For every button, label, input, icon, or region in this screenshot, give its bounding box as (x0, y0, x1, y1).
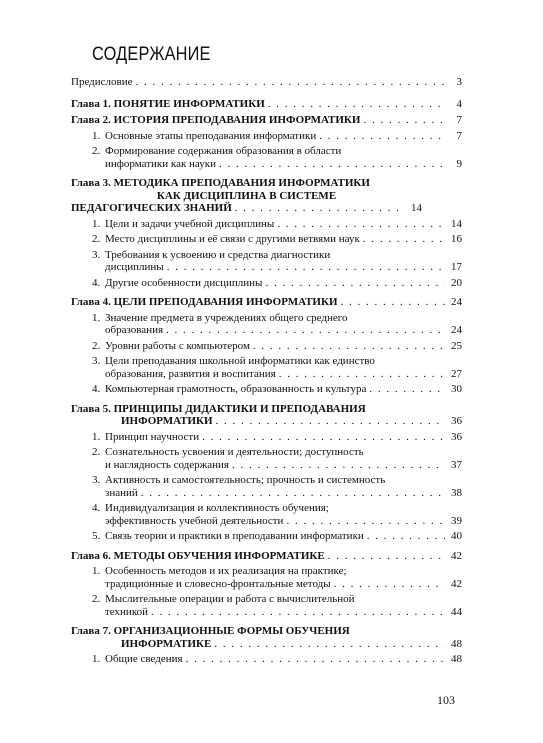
leader-dots (166, 324, 445, 337)
section-number: 2. (92, 145, 101, 157)
section-title: Связь теории и практики в преподавании информатики (105, 530, 364, 542)
page-number: 40 (451, 530, 462, 542)
section-line (105, 487, 462, 500)
page-number: 4 (456, 97, 462, 110)
section-number: 4. (92, 276, 101, 289)
leader-dots (363, 233, 445, 246)
section-body (92, 431, 462, 444)
section-line (105, 218, 462, 231)
chapter-title: Глава 1. ПОНЯТИЕ ИНФОРМАТИКИ (71, 97, 265, 110)
toc-section (71, 593, 462, 618)
section-line (105, 277, 462, 290)
section-title: информатики как науки (105, 157, 216, 170)
toc-section (71, 383, 462, 396)
section-line (105, 578, 462, 591)
page-number: 42 (451, 577, 462, 590)
section-title: Цели и задачи учебной дисциплины (105, 217, 275, 230)
section-line (105, 606, 462, 619)
section-body (92, 312, 462, 337)
section-number: 2. (92, 233, 101, 245)
page-number: 38 (451, 486, 462, 499)
section-number: 2. (92, 339, 101, 352)
section-title: Другие особенности дисциплины (105, 276, 263, 289)
chapter-line (71, 638, 462, 651)
page-number: 48 (451, 653, 462, 665)
toc-chapter (71, 550, 462, 563)
toc-section (71, 502, 462, 527)
toc-section (71, 530, 462, 543)
section-title: Основные этапы преподавания информатики (105, 129, 317, 142)
page-number: 3 (456, 76, 462, 88)
page-number: 16 (451, 233, 462, 245)
section-number: 3. (92, 355, 101, 367)
leader-dots (319, 130, 445, 143)
chapter-title: Глава 4. ЦЕЛИ ПРЕПОДАВАНИЯ ИНФОРМАТИКИ (71, 296, 338, 308)
section-body (92, 340, 462, 353)
toc-entry-preface (71, 76, 462, 89)
toc-chapter (71, 403, 462, 428)
chapter-title: ПЕДАГОГИЧЕСКИХ ЗНАНИЙ (71, 202, 232, 214)
page-number: 20 (451, 276, 462, 289)
page-number: 30 (451, 383, 462, 395)
leader-dots (202, 431, 445, 444)
toc-chapter (71, 296, 462, 309)
section-number: 2. (92, 593, 101, 605)
toc-chapter (71, 625, 462, 650)
leader-dots (369, 383, 445, 396)
leader-dots (253, 340, 445, 353)
leader-dots (277, 218, 445, 231)
section-title: Принцип научности (105, 430, 200, 443)
section-body (92, 277, 462, 290)
toc-section (71, 233, 462, 246)
leader-dots (141, 487, 445, 500)
section-line (105, 431, 462, 444)
section-body (92, 233, 462, 246)
toc-section (71, 431, 462, 444)
section-body (92, 565, 462, 590)
toc-section (71, 249, 462, 274)
chapter-title: ИНФОРМАТИКИ (121, 415, 213, 427)
chapter-title: Глава 3. МЕТОДИКА ПРЕПОДАВАНИЯ ИНФОРМАТИКИ (71, 177, 370, 189)
chapter-title: Глава 6. МЕТОДЫ ОБУЧЕНИЯ ИНФОРМАТИКЕ (71, 549, 325, 562)
leader-dots (232, 459, 445, 472)
section-title: дисциплины (105, 261, 164, 273)
page-number: 14 (411, 202, 422, 214)
section-title: эффективность учебной деятельности (105, 514, 284, 527)
toc-chapter (71, 177, 462, 215)
section-number: 1. (92, 217, 101, 230)
leader-dots (363, 114, 445, 127)
section-title: традиционные и словесно-фронтальные методы (105, 577, 331, 590)
page-number: 27 (451, 367, 462, 380)
section-title: Цели преподавания школьной информатики как единство (105, 355, 375, 367)
section-body (92, 502, 462, 527)
leader-dots (334, 578, 445, 591)
page-number: 44 (451, 605, 462, 618)
section-body (92, 218, 462, 231)
page-number: 7 (456, 129, 462, 142)
leader-dots (235, 202, 405, 215)
chapter-title: Глава 2. ИСТОРИЯ ПРЕПОДАВАНИЯ ИНФОРМАТИКИ (71, 114, 361, 126)
page-number: 48 (451, 637, 462, 650)
page-number: 39 (451, 514, 462, 527)
leader-dots (216, 415, 445, 428)
section-title: Компьютерная грамотность, образованность и культура (105, 383, 367, 395)
section-title: Активность и самостоятельность; прочность и системность (105, 474, 386, 486)
preface-label: Предисловие (71, 76, 133, 88)
section-title: образования (105, 324, 164, 336)
page-number: 17 (451, 261, 462, 273)
section-body (92, 593, 462, 618)
section-line (105, 158, 462, 171)
section-line (105, 530, 462, 543)
section-number: 4. (92, 383, 101, 395)
toc-title: СОДЕРЖАНИЕ (92, 44, 211, 65)
chapter-line (71, 550, 462, 563)
section-title: образования, развития и воспитания (105, 367, 276, 380)
section-line (105, 368, 462, 381)
section-title: Место дисциплины и её связи с другими ветвями наук (105, 233, 360, 245)
toc-chapter (71, 98, 462, 111)
page-number: 24 (451, 324, 462, 336)
chapter-line (71, 202, 462, 215)
section-title: Формирование содержания образования в области (105, 145, 342, 157)
section-title: знаний (105, 486, 138, 499)
section-title: Особенность методов и их реализация на практике; (105, 565, 347, 577)
section-line (105, 515, 462, 528)
section-title: Уровни работы с компьютером (105, 339, 250, 352)
section-body (92, 530, 462, 543)
page-number: 7 (456, 114, 462, 126)
chapter-line (71, 114, 462, 127)
section-line (105, 383, 462, 396)
section-number: 3. (92, 474, 101, 486)
section-body (92, 355, 462, 380)
page-number: 14 (451, 217, 462, 230)
chapter-title: КАК ДИСЦИПЛИНА В СИСТЕМЕ (156, 189, 337, 202)
section-body (92, 249, 462, 274)
section-body (92, 653, 462, 666)
page-number: 25 (451, 339, 462, 352)
section-body (92, 145, 462, 170)
toc-chapter (71, 114, 462, 127)
section-body (92, 474, 462, 499)
leader-dots (151, 606, 445, 619)
section-number: 1. (92, 430, 101, 443)
section-title: Индивидуализация и коллективность обучения; (105, 502, 329, 514)
page-number: 36 (451, 415, 462, 427)
section-number: 1. (92, 129, 101, 142)
leader-dots (214, 638, 445, 651)
section-body (92, 383, 462, 396)
toc-section (71, 474, 462, 499)
section-number: 4. (92, 502, 101, 514)
section-body (92, 130, 462, 143)
section-line (105, 340, 462, 353)
section-number: 2. (92, 446, 101, 458)
section-number: 5. (92, 530, 101, 542)
leader-dots (268, 98, 445, 111)
page-number: 36 (451, 430, 462, 443)
section-title: Общие сведения (105, 653, 183, 665)
leader-dots (186, 653, 445, 666)
toc-section (71, 340, 462, 353)
section-number: 1. (92, 653, 101, 665)
toc-section (71, 218, 462, 231)
section-title: Требования к усвоению и средства диагностики (105, 248, 331, 261)
leader-dots (328, 550, 445, 563)
section-line (105, 324, 462, 337)
leader-dots (219, 158, 445, 171)
leader-dots (265, 277, 445, 290)
chapter-title: ИНФОРМАТИКЕ (121, 637, 212, 650)
page-number: 24 (451, 296, 462, 308)
section-body (92, 446, 462, 471)
page-folio: 103 (437, 693, 455, 707)
section-number: 1. (92, 311, 101, 324)
toc-section (71, 446, 462, 471)
leader-dots (367, 530, 445, 543)
chapter-line (71, 296, 462, 309)
leader-dots (167, 261, 445, 274)
section-line (105, 233, 462, 246)
toc-section (71, 277, 462, 290)
section-title: Значение предмета в учреждениях общего среднего (105, 311, 348, 324)
leader-dots (279, 368, 445, 381)
leader-dots (286, 515, 445, 528)
toc-section (71, 565, 462, 590)
section-number: 1. (92, 565, 101, 577)
section-number: 3. (92, 248, 101, 261)
page-number: 42 (451, 549, 462, 562)
table-of-contents (71, 76, 462, 666)
section-line (105, 459, 462, 472)
leader-dots (341, 296, 446, 309)
toc-section (71, 312, 462, 337)
chapter-title: Глава 5. ПРИНЦИПЫ ДИДАКТИКИ И ПРЕПОДАВАНИЯ (71, 402, 366, 415)
section-line (105, 261, 462, 274)
section-line (105, 130, 462, 143)
chapter-line (71, 98, 462, 111)
section-title: и наглядность содержания (105, 458, 229, 471)
toc-section (71, 653, 462, 666)
page-number: 9 (456, 157, 462, 170)
toc-section (71, 145, 462, 170)
toc-section (71, 355, 462, 380)
chapter-line (71, 415, 462, 428)
section-title: техникой (105, 605, 148, 618)
section-title: Сознательность усвоения и деятельности; доступность (105, 446, 364, 458)
chapter-title: Глава 7. ОРГАНИЗАЦИОННЫЕ ФОРМЫ ОБУЧЕНИЯ (71, 625, 350, 637)
page-number: 37 (451, 458, 462, 471)
toc-section (71, 130, 462, 143)
section-title: Мыслительные операции и работа с вычислительной (105, 593, 355, 605)
leader-dots (136, 76, 446, 89)
section-line (105, 653, 462, 666)
